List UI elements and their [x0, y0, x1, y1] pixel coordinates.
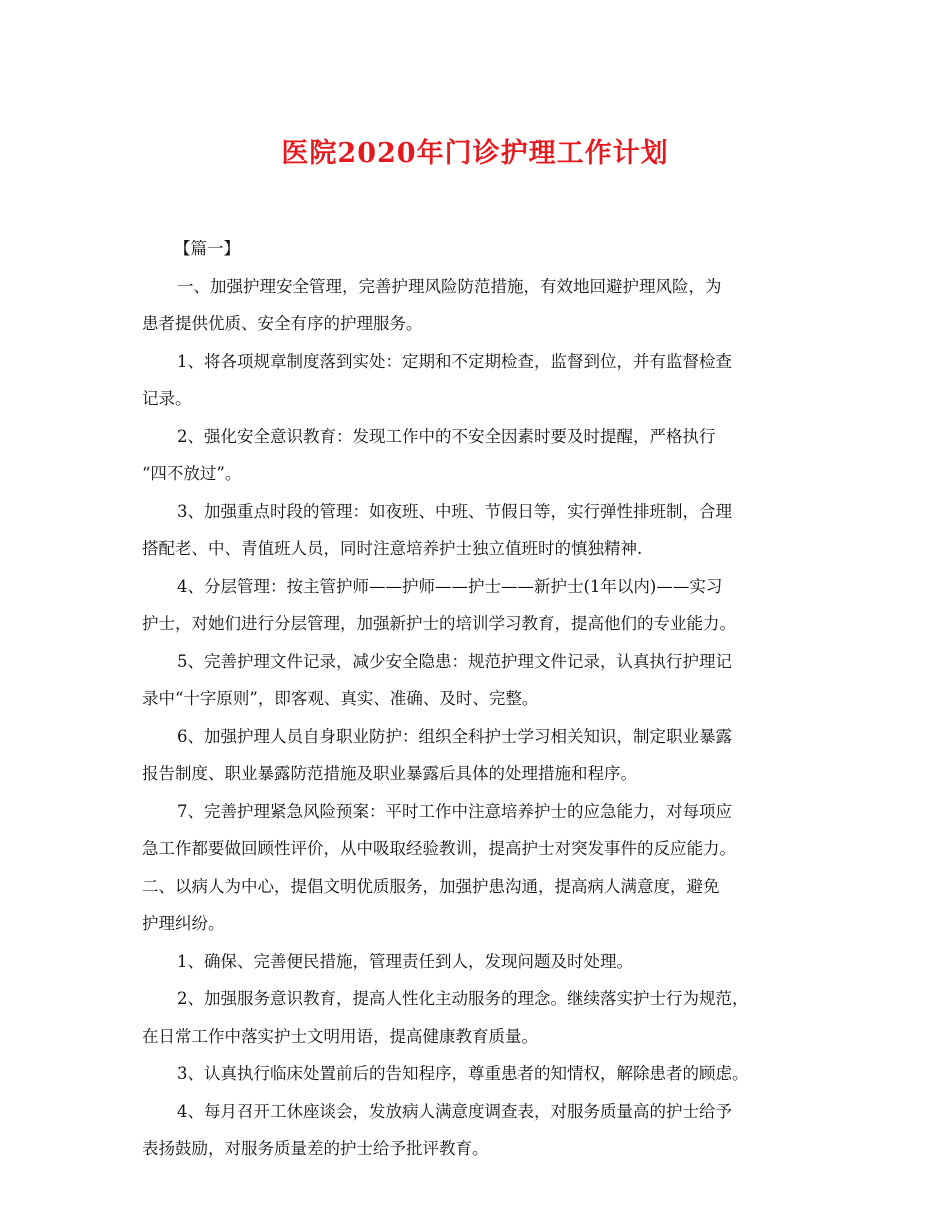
paragraph-line: 录中“十字原则”，即客观、真实、准确、及时、完整。	[142, 689, 539, 708]
paragraph	[142, 1055, 808, 1093]
paragraph-line: 报告制度、职业暴露防范措施及职业暴露后具体的处理措施和程序。	[142, 764, 637, 783]
paragraph-line: 一、加强护理安全管理，完善护理风险防范措施，有效地回避护理风险，为	[177, 276, 722, 296]
document-body	[142, 230, 808, 1168]
paragraph-line: 表扬鼓励，对服务质量差的护士给予批评教育。	[142, 1139, 489, 1158]
paragraph-line: 7、完善护理紧急风险预案：平时工作中注意培养护士的应急能力，对每项应	[177, 801, 732, 821]
paragraph-line: 2、加强服务意识教育，提高人性化主动服务的理念。继续落实护士行为规范，	[177, 989, 749, 1008]
paragraph	[142, 343, 808, 418]
paragraph-line: 6、加强护理人员自身职业防护：组织全科护士学习相关知识，制定职业暴露	[177, 726, 732, 746]
paragraph-line: 在日常工作中落实护士文明用语，提高健康教育质量。	[142, 1026, 538, 1046]
paragraph-line: 4、分层管理：按主管护师——护师——护士——新护士(1年以内)——实习	[177, 576, 723, 596]
paragraph-line: 3、加强重点时段的管理：如夜班、中班、节假日等，实行弹性排班制，合理	[177, 501, 732, 521]
paragraph	[142, 1093, 808, 1168]
section-label: 【篇一】	[174, 239, 240, 258]
paragraph-line: 急工作都要做回顾性评价，从中吸取经验教训，提高护士对突发事件的反应能力。	[142, 839, 736, 858]
paragraph-line: 护士，对她们进行分层管理，加强新护士的培训学习教育，提高他们的专业能力。	[142, 614, 736, 633]
paragraph	[142, 980, 808, 1055]
paragraph	[142, 718, 808, 793]
paragraph-line: 1、确保、完善便民措施，管理责任到人，发现问题及时处理。	[177, 951, 633, 971]
paragraph-line: 记录。	[142, 389, 192, 408]
paragraph-line: 患者提供优质、安全有序的护理服务。	[142, 314, 423, 333]
paragraph-line: 搭配老、中、青值班人员，同时注意培养护士独立值班时的慎独精神.	[142, 539, 643, 558]
paragraph	[142, 418, 808, 493]
paragraph	[142, 568, 808, 643]
paragraph-line: 护理纠纷。	[142, 914, 225, 933]
paragraph-line: 3、认真执行临床处置前后的告知程序，尊重患者的知情权，解除患者的顾虑。	[177, 1064, 749, 1083]
document-title: 医院2020年门诊护理工作计划	[281, 138, 669, 169]
paragraph	[142, 943, 808, 981]
paragraph	[142, 643, 808, 718]
paragraph	[142, 868, 808, 943]
paragraph	[142, 268, 808, 343]
paragraph-list	[142, 268, 808, 1168]
paragraph	[142, 493, 808, 568]
paragraph-line: “四不放过”。	[142, 464, 242, 483]
paragraph-line: 5、完善护理文件记录，减少安全隐患：规范护理文件记录，认真执行护理记	[177, 651, 732, 671]
paragraph-line: 2、强化安全意识教育：发现工作中的不安全因素时要及时提醒，严格执行	[177, 426, 716, 446]
paragraph-line: 1、将各项规章制度落到实处：定期和不定期检查，监督到位，并有监督检查	[177, 351, 732, 371]
paragraph-line: 二、以病人为中心，提倡文明优质服务，加强护患沟通，提高病人满意度，避免	[142, 876, 720, 896]
paragraph-line: 4、每月召开工休座谈会，发放病人满意度调查表，对服务质量高的护士给予	[177, 1101, 732, 1121]
paragraph	[142, 793, 808, 868]
